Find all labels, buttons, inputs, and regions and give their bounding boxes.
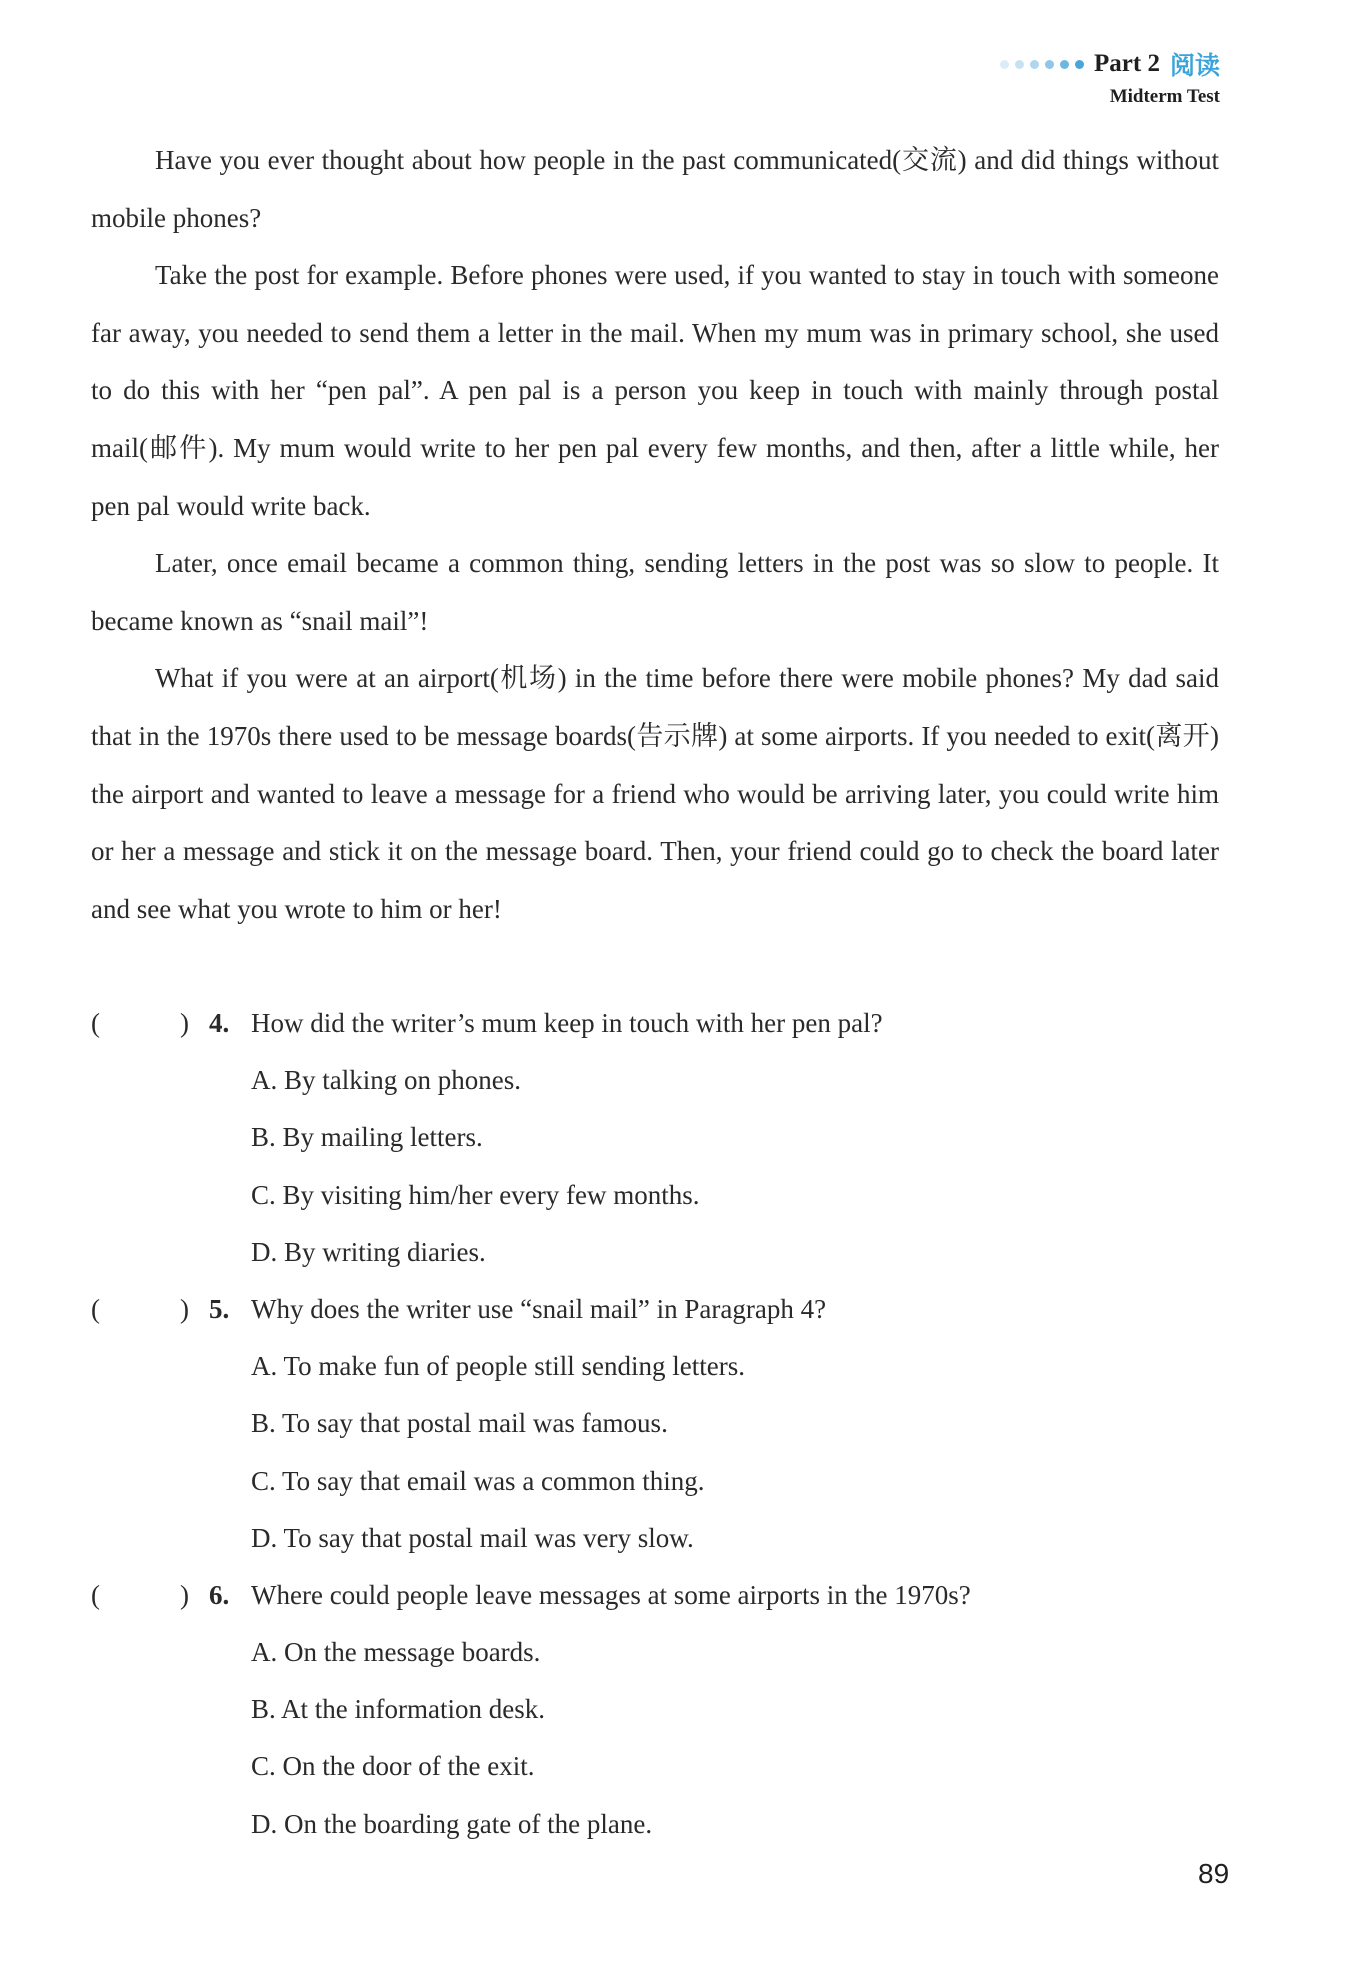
paragraph: Have you ever thought about how people in the past communicated(交流) and did things without mobile phones? bbox=[91, 145, 1219, 233]
answer-blank[interactable] bbox=[91, 995, 209, 1052]
question-number: 5. bbox=[209, 1293, 230, 1324]
dot-icon bbox=[1015, 60, 1024, 69]
question-text: Why does the writer use “snail mail” in Paragraph 4? bbox=[251, 1293, 827, 1324]
question-number: 4. bbox=[209, 1008, 230, 1038]
decorative-dots bbox=[1000, 60, 1084, 69]
question-row bbox=[91, 1567, 1219, 1624]
paragraph: Later, once email became a common thing, sending letters in the post was so slow to people. It became known as “snail mail”! bbox=[91, 548, 1219, 636]
option-b: B. To say that postal mail was famous. bbox=[251, 1408, 668, 1439]
question-5 bbox=[91, 1281, 1219, 1567]
paren-close: ) bbox=[180, 1293, 189, 1324]
option-d: D. On the boarding gate of the plane. bbox=[251, 1808, 653, 1839]
reading-passage bbox=[91, 132, 1219, 938]
paragraph: Take the post for example. Before phones were used, if you wanted to stay in touch with someone far away, you needed to send them a letter in the mail. When my mum was in primary school, she used to do this with her “pen pal”. A pen pal is a person you keep in touch with mainly through postal mail(邮件). My mum would write to her pen pal every few months, and then, after a little while, her pen pal would write back. bbox=[91, 260, 1219, 521]
paragraph: What if you were at an airport(机场) in the time before there were mobile phones? My dad said that in the 1970s there used to be message boards(告示牌) at some airports. If you needed to exit(离开) the airport and wanted to leave a message for a friend who would be arriving later, you could write him or her a message and stick it on the message board. Then, your friend could go to check the board later and see what you wrote to him or her! bbox=[91, 663, 1219, 924]
answer-blank[interactable] bbox=[91, 1281, 209, 1338]
question-text: Where could people leave messages at some airports in the 1970s? bbox=[251, 1579, 971, 1610]
page-header bbox=[1000, 46, 1220, 108]
paren-close: ) bbox=[180, 1579, 189, 1610]
header-top bbox=[1000, 46, 1220, 82]
question-row bbox=[91, 1281, 1219, 1338]
section-title: 阅读 bbox=[1169, 51, 1220, 80]
page-number: 89 bbox=[1198, 1858, 1230, 1889]
option-b: B. At the information desk. bbox=[251, 1694, 545, 1725]
option-a: A. To make fun of people still sending letters. bbox=[251, 1351, 746, 1382]
dot-icon bbox=[1030, 60, 1039, 69]
question-text: How did the writer’s mum keep in touch with her pen pal? bbox=[251, 1008, 883, 1038]
option-a: A. By talking on phones. bbox=[251, 1065, 521, 1096]
question-6 bbox=[91, 1567, 1219, 1853]
option-c: C. By visiting him/her every few months. bbox=[251, 1179, 700, 1210]
option-b: B. By mailing letters. bbox=[251, 1122, 483, 1153]
dot-icon bbox=[1075, 60, 1084, 69]
paren-open: ( bbox=[91, 1579, 100, 1610]
dot-icon bbox=[1000, 60, 1009, 69]
dot-icon bbox=[1060, 60, 1069, 69]
dot-icon bbox=[1045, 60, 1054, 69]
paren-open: ( bbox=[91, 1008, 100, 1038]
answer-blank[interactable] bbox=[91, 1567, 209, 1624]
part-label: Part 2 bbox=[1094, 50, 1160, 77]
option-a: A. On the message boards. bbox=[251, 1637, 541, 1668]
header-subtitle: Midterm Test bbox=[1109, 86, 1220, 107]
paren-close: ) bbox=[180, 1008, 189, 1038]
option-d: D. By writing diaries. bbox=[251, 1236, 486, 1267]
option-d: D. To say that postal mail was very slow. bbox=[251, 1522, 694, 1553]
question-4 bbox=[91, 995, 1219, 1281]
question-list bbox=[91, 995, 1219, 1853]
question-number: 6. bbox=[209, 1579, 230, 1610]
paren-open: ( bbox=[91, 1293, 100, 1324]
option-c: C. To say that email was a common thing. bbox=[251, 1465, 705, 1496]
question-row bbox=[91, 995, 1219, 1052]
option-c: C. On the door of the exit. bbox=[251, 1751, 535, 1782]
